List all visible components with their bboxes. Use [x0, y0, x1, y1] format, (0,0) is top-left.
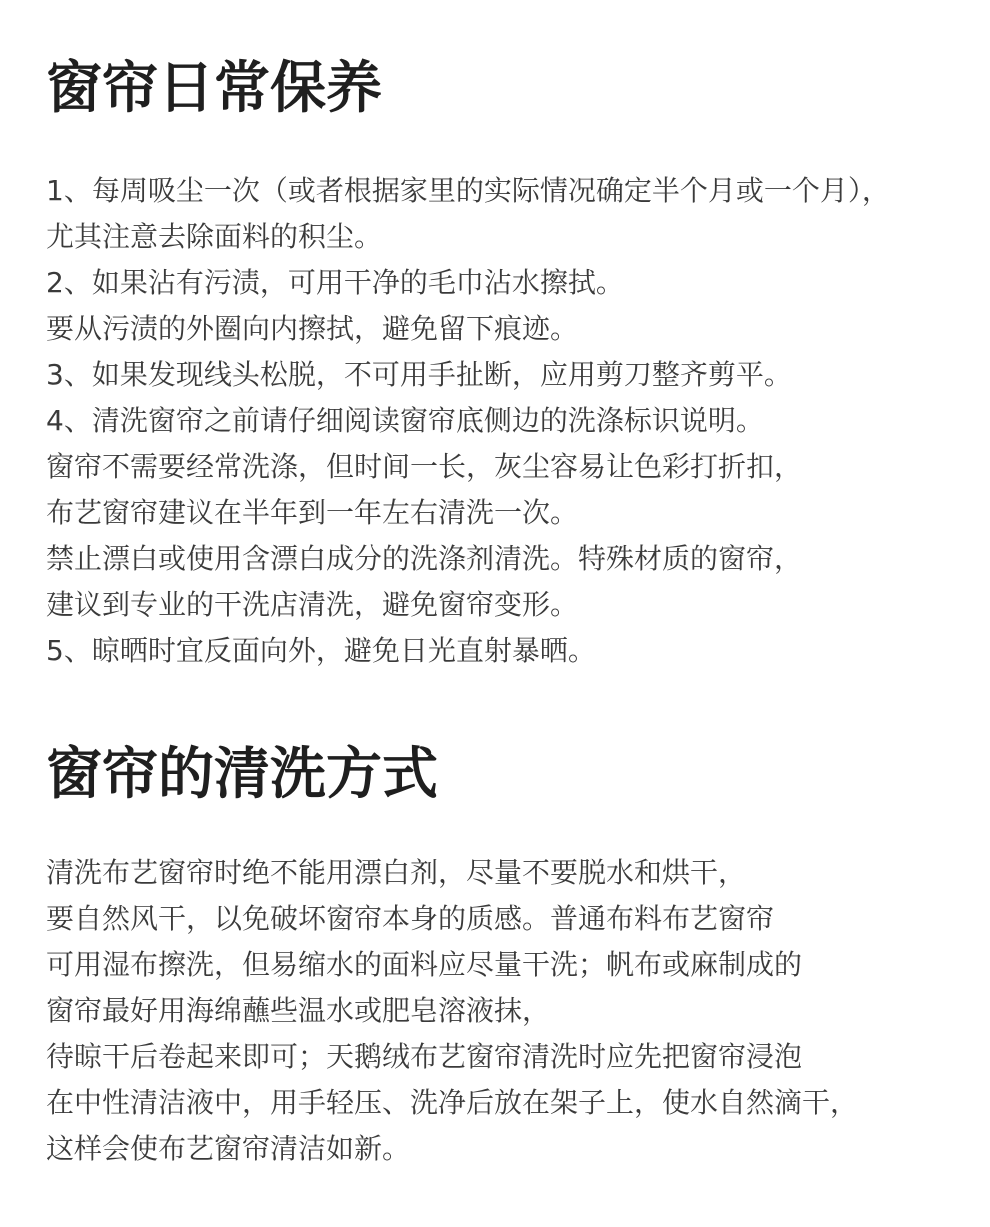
- text-line: 建议到专业的干洗店清洗，避免窗帘变形。: [46, 588, 579, 621]
- paragraph: [46, 850, 970, 1172]
- text-line: 禁止漂白或使用含漂白成分的洗涤剂清洗。特殊材质的窗帘，: [46, 542, 803, 575]
- text-line: 3、如果发现线头松脱，不可用手扯断，应用剪刀整齐剪平。: [46, 358, 792, 391]
- text-line: 1、每周吸尘一次（或者根据家里的实际情况确定半个月或一个月），: [46, 174, 890, 207]
- section-heading: 窗帘日常保养: [46, 56, 382, 121]
- section-daily-maintenance: [46, 56, 970, 674]
- text-line: 要从污渍的外圈向内擦拭，避免留下痕迹。: [46, 312, 579, 345]
- text-line: 4、清洗窗帘之前请仔细阅读窗帘底侧边的洗涤标识说明。: [46, 404, 764, 437]
- text-line: 尤其注意去除面料的积尘。: [46, 220, 383, 253]
- text-line: 这样会使布艺窗帘清洁如新。: [46, 1132, 411, 1165]
- text-line: 窗帘最好用海绵蘸些温水或肥皂溶液抹，: [46, 994, 551, 1027]
- text-line: 2、如果沾有污渍，可用干净的毛巾沾水擦拭。: [46, 266, 624, 299]
- section-heading: 窗帘的清洗方式: [46, 742, 438, 807]
- text-line: 清洗布艺窗帘时绝不能用漂白剂，尽量不要脱水和烘干，: [46, 856, 747, 889]
- text-line: 在中性清洁液中，用手轻压、洗净后放在架子上，使水自然滴干，: [46, 1086, 859, 1119]
- text-line: 布艺窗帘建议在半年到一年左右清洗一次。: [46, 496, 579, 529]
- text-line: 要自然风干，以免破坏窗帘本身的质感。普通布料布艺窗帘: [46, 902, 775, 935]
- text-line: 可用湿布擦洗，但易缩水的面料应尽量干洗；帆布或麻制成的: [46, 948, 803, 981]
- text-line: 窗帘不需要经常洗涤，但时间一长，灰尘容易让色彩打折扣，: [46, 450, 803, 483]
- paragraph: [46, 168, 970, 674]
- text-line: 待晾干后卷起来即可；天鹅绒布艺窗帘清洗时应先把窗帘浸泡: [46, 1040, 803, 1073]
- text-line: 5、晾晒时宜反面向外，避免日光直射暴晒。: [46, 634, 596, 667]
- section-cleaning-methods: [46, 742, 970, 1172]
